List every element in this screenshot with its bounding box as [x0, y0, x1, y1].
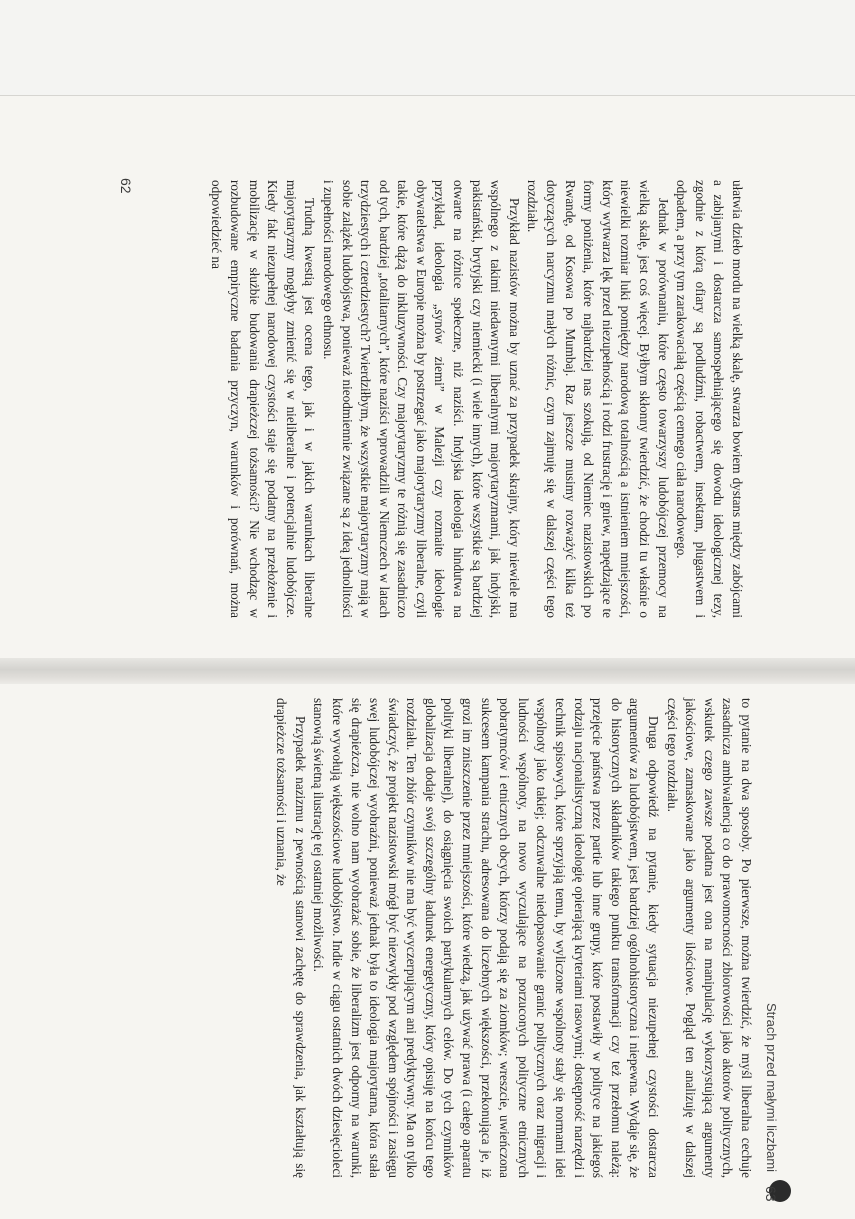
paragraph: ułatwia dzieło mordu na wielką skalę, stwarza bowiem dystans między zabójcami a zabijanymi i dostarcza samospełniającego się dowodu ideologicznej tezy, zgodnie z którą ofiary są podludźmi, robactwem, insektam, plugastwem i odpadem, a przy tym zarakowaciałą częścią cennego ciała narodowego.: [674, 180, 745, 618]
running-head: Strach przed małymi liczbami: [764, 1003, 779, 1173]
scanner-background: [0, 0, 855, 95]
right-page: [87, 698, 777, 1203]
page-number: 63: [763, 1186, 779, 1202]
paragraph: Druga odpowiedź na pytanie, kiedy sytuacja niezupełnej czystości dostarcza argumentów za ludobójstwem, jest bardziej ogólnohistoryczna i niepewna. Wydaje się, że do historycznych składników takiego punktu transformacji czy też przełomu należą: przejęcie państwa przez partie lub inne grupy, które postawiły w polityce na jakiegoś rodzaju nacjonalistyczną ideologię opierającą kryteriami rasowymi; dostępność narzędzi i technik spisowych, które sprzyjają temu, by wyliczone wspólnoty stały się normami idei wspólnoty jako takiej; odczuwalne niedopasowanie granic politycznych oraz migracji i ludności wspólnoty, na nowo wyczulające na porzuconych polityczne etnicznych pobratymców i etnicznych obcych, którzy podają się za ziomków; wreszcie, uwieńczona sukcesem kampania strachu, adresowana do liczebnych większości, przekonująca je, iż grozi im zniszczenie przez mniejszości, które wiedzą, jak używać prawa (i całego aparatu polityki liberalnej), do osiągnięcia swoich partykularnych celów. Do tych czynników globalizacja dodaje swój szczególny ładunek energetyczny, który opisuję na końcu tego rozdziału. Ten zbiór czynników nie ma być wyczerpującym ani predyktywny. Ma on tylko świadczyć, że projekt nazistowski mógł być niezwykły pod względem spójności i zasięgu swej ludobójczej wyobraźni, ponieważ jednak była to ideologia majorytarna, która stała się drapieżcza, nie wolno nam wyobrażać sobie, że liberalizm jest odporny na warunki, które wywołują większościowe ludobójstwo. Indie w ciągu ostatnich dwóch dziesięcioleci stanowią świetną ilustrację tej ostatniej możliwości.: [311, 698, 662, 1178]
paragraph: Przykład nazistów można by uznać za przypadek skrajny, który niewiele ma wspólnego z takimi niedawnymi liberalnymi majorytaryzmami, jak indyjski, pakistański, brytyjski czy niemiecki (i wiele innych), które wszystkie są bardziej otwarte na różnice społeczne, niż naziści. Indyjska ideologia hindutwa na przykład, ideologia „synów ziemi” w Malezji czy rozmaite ideologie obywatelstwa w Europie można by postrzegać jako majorytaryzmy liberalne, czyli takie, które dążą do inkluzywności. Czy majorytaryzmy te różnią się zasadniczo od tych, bardziej „totalitarnych”, które naziści wprowadzili w Niemczech w latach trzydziestych i czterdziestych? Twierdziłbym, że wszystkie majorytaryzmy mają w sobie zalążek ludobójstwa, ponieważ nieodmiennie związane są z ideą jednolitości i zupełności narodowego ethnosu.: [320, 180, 522, 618]
left-page: [118, 180, 778, 650]
right-page-text: [105, 698, 755, 1178]
left-page-text: [186, 180, 746, 618]
paragraph: Trudną kwestią jest ocena tego, jak i w jakich warunkach liberalne majorytaryzmy mogłyby zmienić się w nieliberalne i potencjalnie ludobójcze. Kiedy fakt niezupełnej narodowej czystości staje się podatny na przełożenie i mobilizację w służbie budowania drapieżczej tożsamości? Nie wchodząc w rozbudowane empiryczne badania przyczyn, warunków i porównań, można odpowiedzieć na: [209, 180, 318, 618]
paragraph: Jednak w porównaniu, które często towarzyszy ludobójczej przemocy na wielką skalę, jest coś więcej. Byłbym skłonny twierdzić, że chodzi tu właśnie o niewielki rozmiar luki pomiędzy narodową totalnością a istnieniem mniejszości, który wytwarza lęk przed niezupełnością i rodzi frustrację i gniew, napędzające te formy poniżenia, które najbardziej nas szokują, od Niemiec nazistowskich po Rwandę, od Kosowa po Mumbaj. Raz jeszcze musimy rozważyć kilka też dotyczących narcyzmu małych różnic, czym zajmuję się w dalszej części tego rozdziału.: [525, 180, 671, 618]
page-number: 62: [118, 178, 134, 194]
paragraph: Przypadek nazizmu z pewnością stanowi zachętę do sprawdzenia, jak kształtują się drapieżcze tożsamości i uznania, że: [274, 698, 308, 1178]
book-gutter: [0, 658, 855, 684]
paragraph: to pytanie na dwa sposoby. Po pierwsze, można twierdzić, że myśl liberalna cechuje zasadnicza ambiwalencja co do prawomocności zbiorowości jako aktorów politycznych, wskutek czego zawsze podatna jest ona na manipulację wykorzystującą argumenty jakościowe, zamaskowane jako argumenty ilościowe. Pogląd ten analizuję w dalszej części tego rozdziału.: [664, 698, 754, 1178]
